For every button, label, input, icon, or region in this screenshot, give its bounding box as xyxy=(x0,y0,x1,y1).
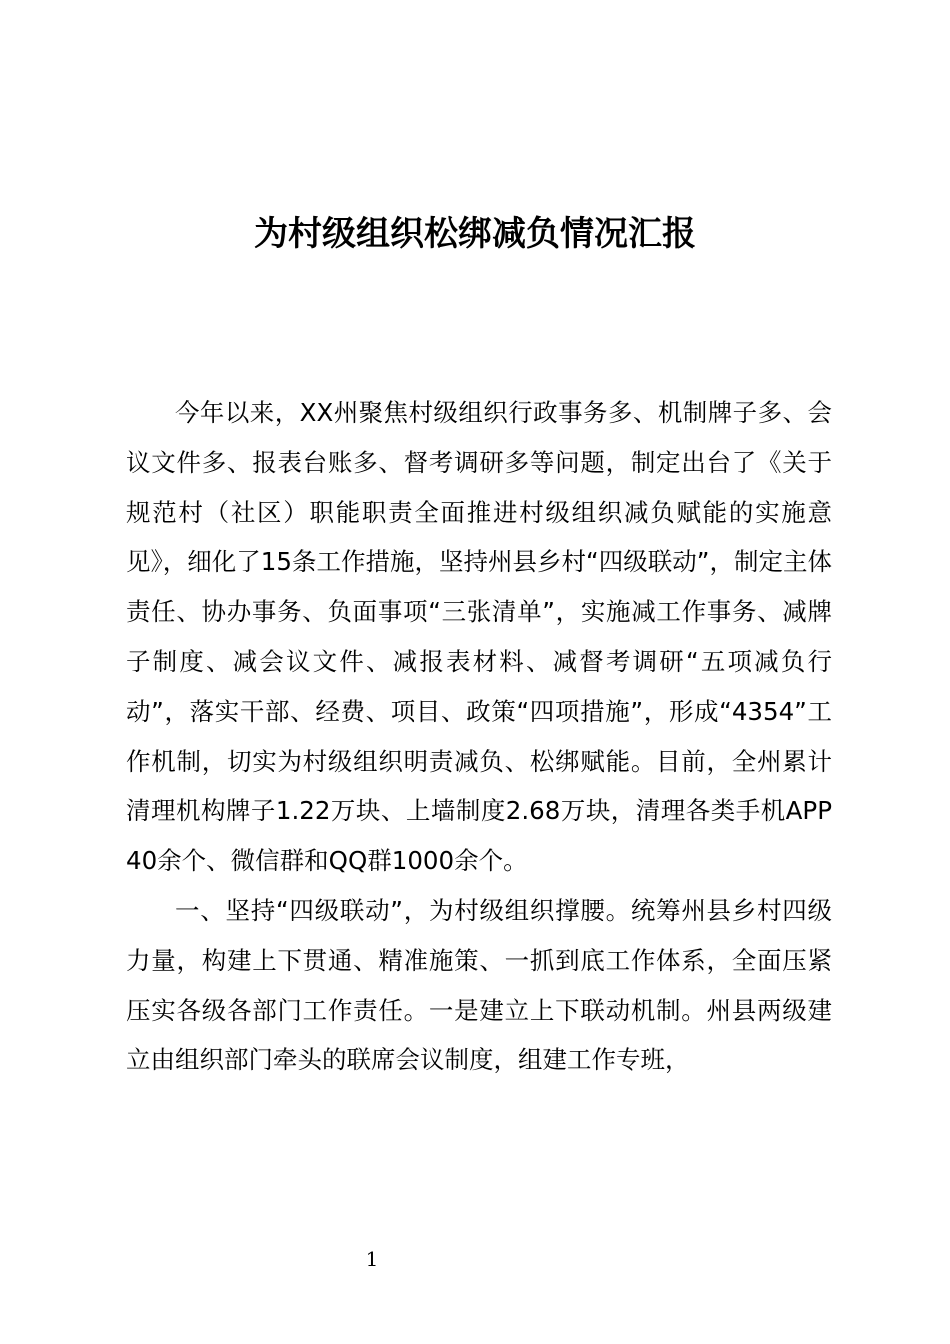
paragraph-intro: 今年以来，XX州聚焦村级组织行政事务多、机制牌子多、会议文件多、报表台账多、督考调研多等问题，制定出台了《关于规范村（社区）职能职责全面推进村级组织减负赋能的实施意见》，细化了15条工作措施，坚持州县乡村“四级联动”，制定主体责任、协办事务、负面事项“三张清单”，实施减工作事务、减牌子制度、减会议文件、减报表材料、减督考调研“五项减负行动”，落实干部、经费、项目、政策“四项措施”，形成“4354”工作机制，切实为村级组织明责减负、松绑赋能。目前，全州累计清理机构牌子1.22万块、上墙制度2.68万块，清理各类手机APP 40余个、微信群和QQ群1000余个。 xyxy=(126,398,832,876)
document-body xyxy=(126,388,832,1085)
document-title: 为村级组织松绑减负情况汇报 xyxy=(254,214,696,254)
paragraph-section-one: 一、坚持“四级联动”，为村级组织撑腰。统筹州县乡村四级力量，构建上下贯通、精准施策、一抓到底工作体系，全面压紧压实各级各部门工作责任。一是建立上下联动机制。州县两级建立由组织部门牵头的联席会议制度，组建工作专班， xyxy=(126,895,832,1075)
page-number: 1 xyxy=(365,1247,379,1271)
